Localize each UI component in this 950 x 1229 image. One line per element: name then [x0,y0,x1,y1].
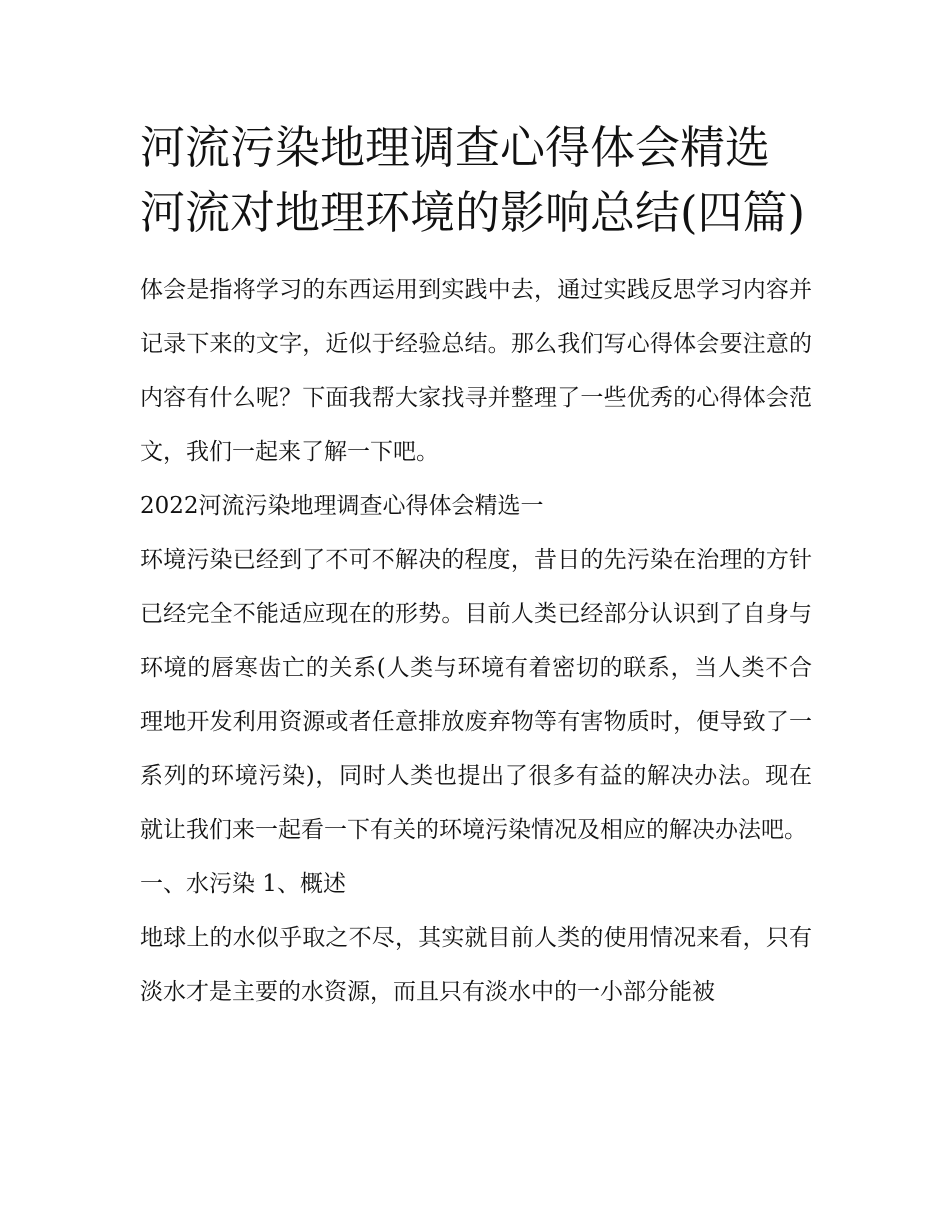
body-paragraph: 环境污染已经到了不可不解决的程度，昔日的先污染在治理的方针已经完全不能适应现在的形势。目前人类已经部分认识到了自身与环境的唇寒齿亡的关系(人类与环境有着密切的联系，当人类不合理地开发利用资源或者任意排放废弃物等有害物质时，便导致了一系列的环境污染)，同时人类也提出了很多有益的解决办法。现在就让我们来一起看一下有关的环境污染情况及相应的解决办法吧。 [140,547,812,843]
document-page [140,115,812,1019]
document-title: 河流污染地理调查心得体会精选 河流对地理环境的影响总结(四篇) [140,121,806,239]
body-paragraph: 地球上的水似乎取之不尽，其实就目前人类的使用情况来看，只有淡水才是主要的水资源，而且只有淡水中的一小部分能被 [140,925,812,1005]
subsection-heading: 一、水污染 1、概述 [140,871,346,897]
section-heading: 2022河流污染地理调查心得体会精选一 [140,493,544,519]
intro-paragraph: 体会是指将学习的东西运用到实践中去，通过实践反思学习内容并记录下来的文字，近似于经验总结。那么我们写心得体会要注意的内容有什么呢？下面我帮大家找寻并整理了一些优秀的心得体会范文，我们一起来了解一下吧。 [140,277,812,465]
